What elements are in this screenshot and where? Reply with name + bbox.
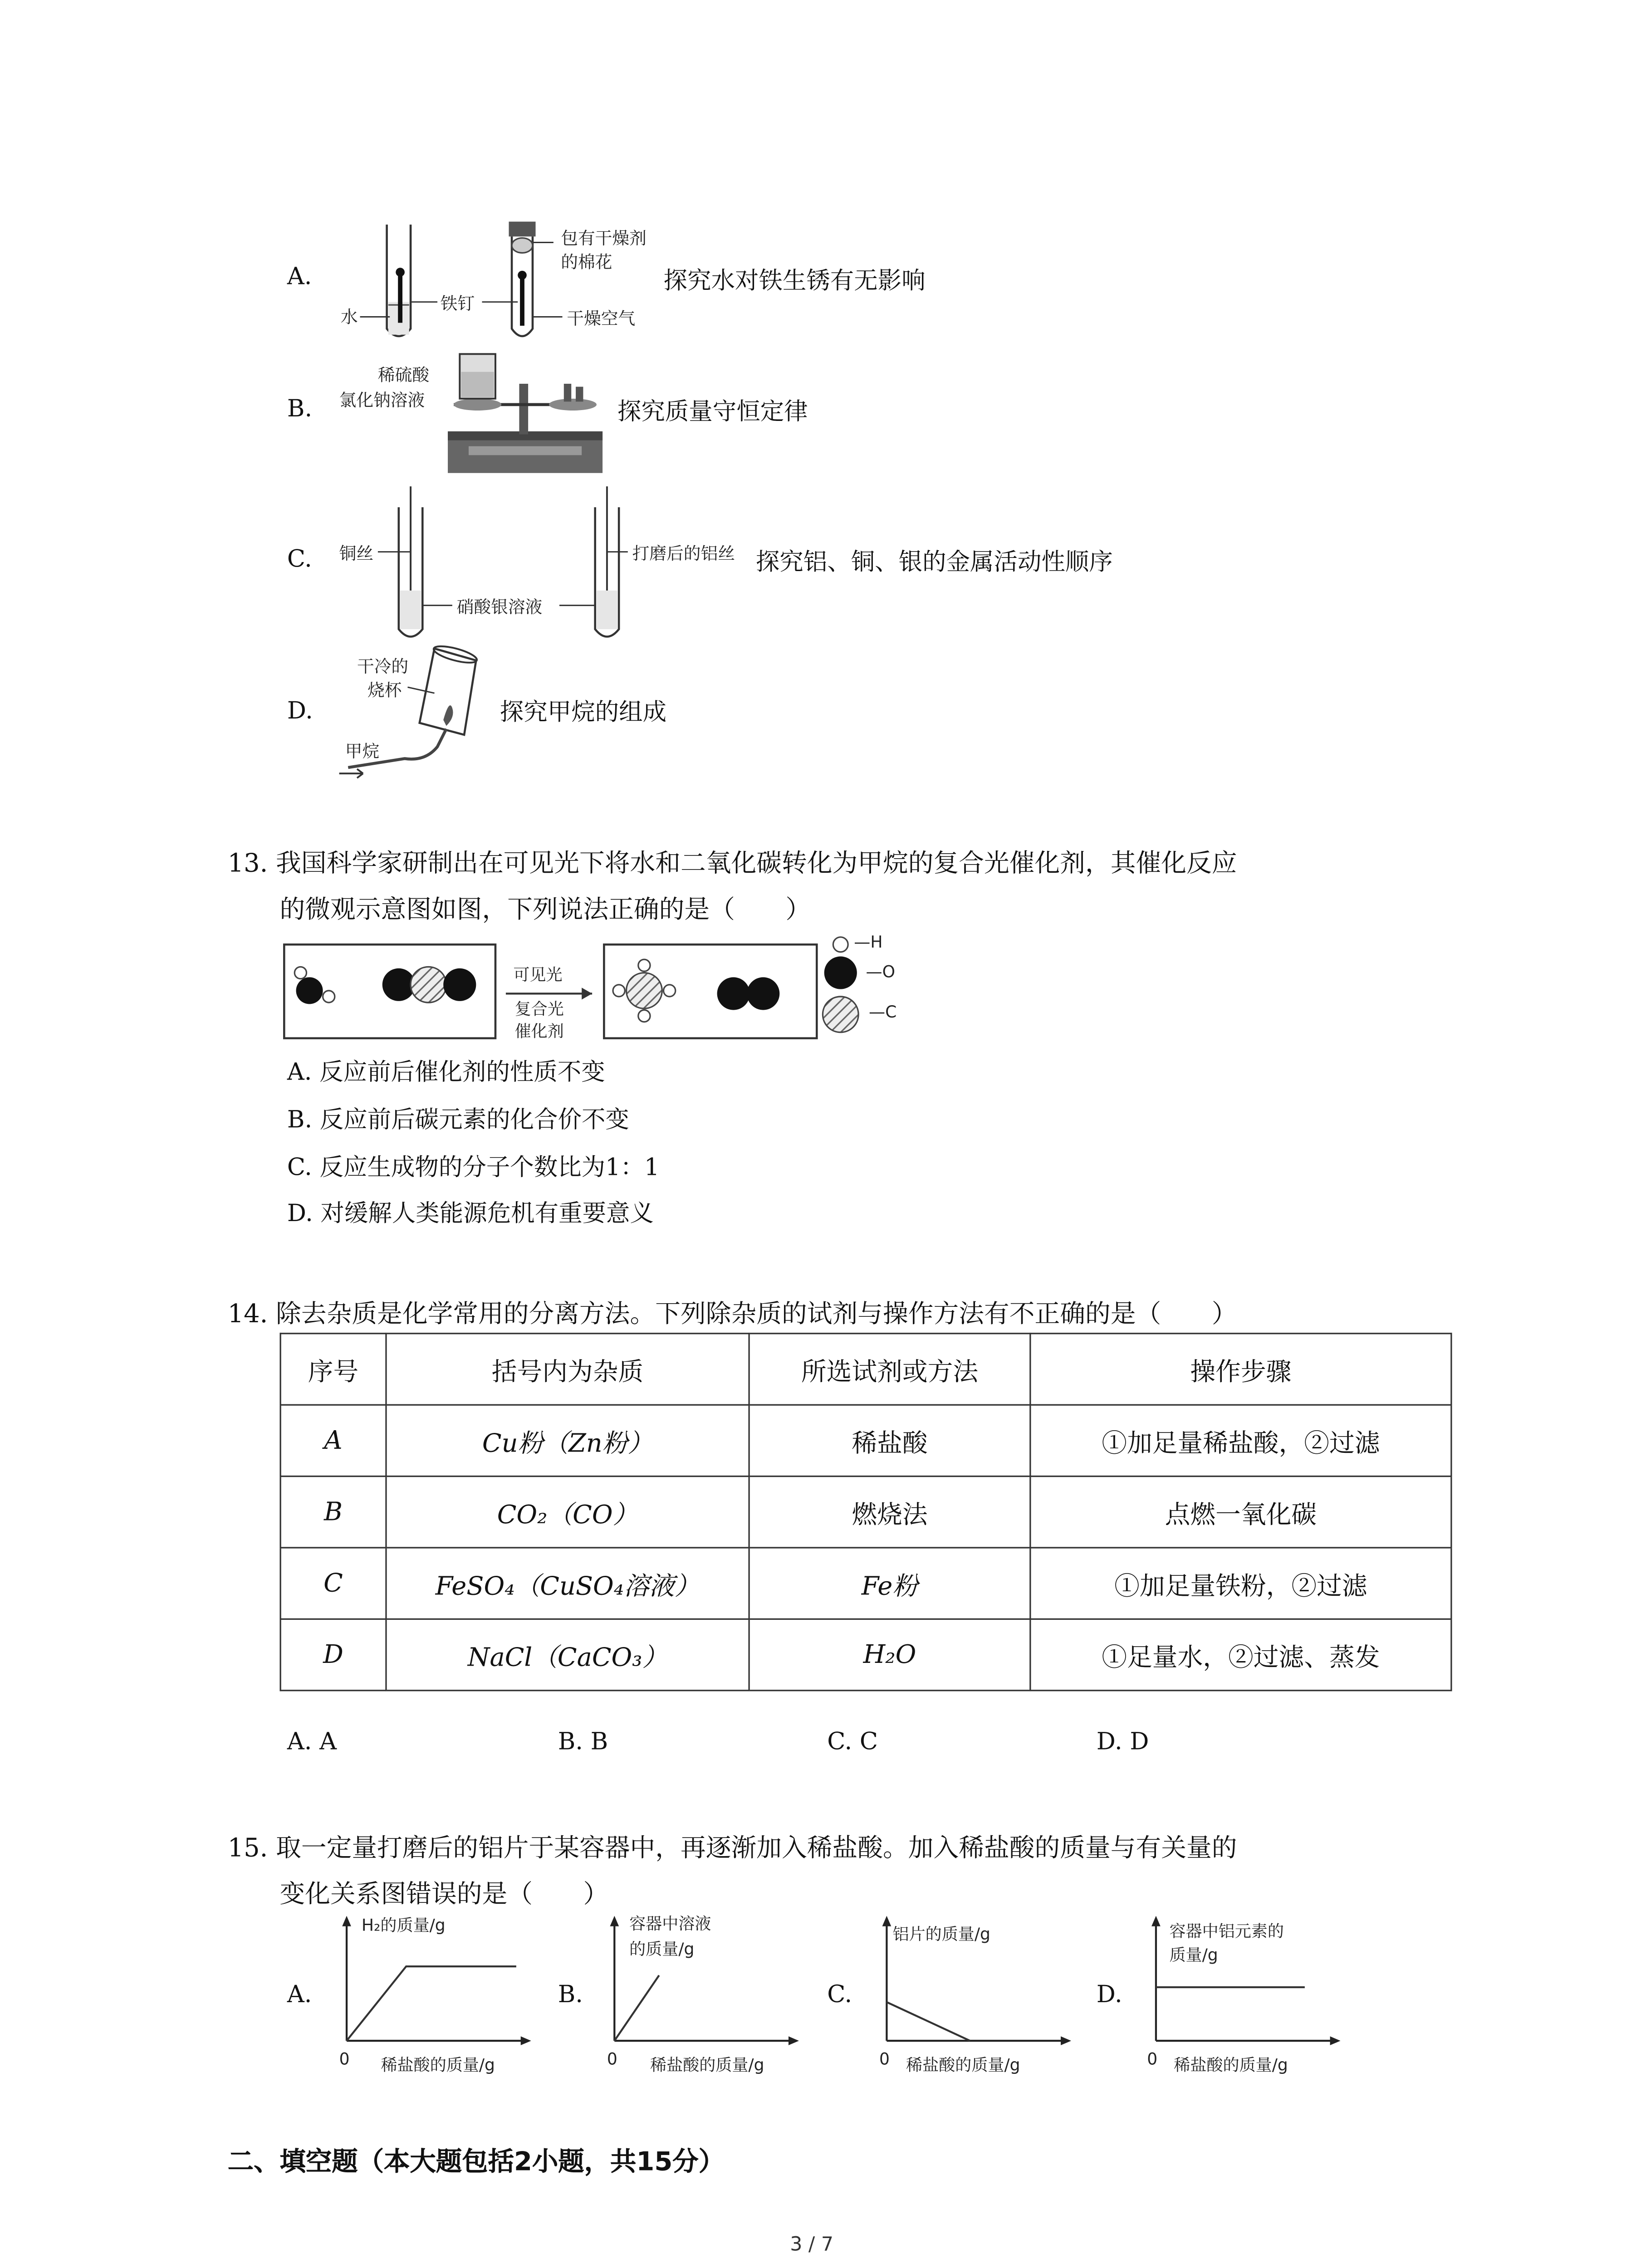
- q13-arrow-label-catalyst-2: 催化剂: [514, 1022, 564, 1041]
- q13-legend-o: —O: [866, 962, 896, 982]
- table-cell: H₂O: [749, 1619, 1030, 1690]
- table-cell: Fe粉: [749, 1548, 1030, 1619]
- table-cell: NaCl（CaCO₃）: [386, 1619, 749, 1690]
- q13-stem-line1: 13. 我国科学家研制出在可见光下将水和二氧化碳转化为甲烷的复合光催化剂，其催化反应: [227, 849, 1237, 880]
- table-cell: 稀盐酸: [749, 1405, 1030, 1476]
- q15-graph-d-ylabel-2: 质量/g: [1169, 1945, 1218, 1965]
- q14-table: [279, 1333, 1452, 1691]
- q13-stem-line2: 的微观示意图如图，下列说法正确的是（ ）: [279, 895, 811, 925]
- q13-arrow-label-catalyst-1: 复合光: [514, 999, 564, 1019]
- q12-a-label-dry-air: 干燥空气: [567, 308, 636, 329]
- table-row: [280, 1476, 1451, 1548]
- q12-d-text: 探究甲烷的组成: [500, 697, 667, 726]
- q12-c-label: C.: [287, 544, 312, 573]
- table-cell: Cu粉（Zn粉）: [386, 1405, 749, 1476]
- table-cell: 燃烧法: [749, 1476, 1030, 1548]
- q15-graph-c-ylabel: 铝片的质量/g: [892, 1925, 990, 1944]
- table-header-cell: 序号: [280, 1334, 386, 1405]
- q15-graph-b-curve: [614, 1975, 659, 2041]
- q12-b-balance-diagram: [439, 339, 610, 481]
- q15-graph-b-ylabel-2: 的质量/g: [629, 1940, 695, 1959]
- q15-graph-a-label: A.: [287, 1980, 312, 2008]
- q12-a-label-water: 水: [340, 306, 358, 327]
- q15-graph-c-curve: [887, 2002, 970, 2041]
- q12-b-label-acid: 稀硫酸: [377, 364, 430, 386]
- q15-graph-d-origin: 0: [1147, 2049, 1158, 2069]
- q12-d-label-beaker-2: 烧杯: [367, 679, 402, 701]
- q12-a-label-nail: 铁钉: [440, 293, 475, 314]
- table-header-cell: 操作步骤: [1030, 1334, 1451, 1405]
- table-cell: B: [280, 1476, 386, 1548]
- q13-legend-c: —C: [869, 1002, 897, 1022]
- table-header-cell: 括号内为杂质: [386, 1334, 749, 1405]
- q15-graph-b-xlabel: 稀盐酸的质量/g: [650, 2055, 764, 2075]
- q13-reaction-diagram: [279, 940, 934, 1044]
- table-cell: ①足量水，②过滤、蒸发: [1030, 1619, 1451, 1690]
- table-cell: C: [280, 1548, 386, 1619]
- q13-arrow-label-light: 可见光: [513, 965, 563, 985]
- q12-c-label-al: 打磨后的铝丝: [632, 543, 735, 564]
- q12-a-label: A.: [287, 262, 312, 290]
- q13-option-a: A. 反应前后催化剂的性质不变: [287, 1057, 605, 1086]
- table-header-cell: 所选试剂或方法: [749, 1334, 1030, 1405]
- q13-option-d: D. 对缓解人类能源危机有重要意义: [287, 1199, 654, 1227]
- table-cell: A: [280, 1405, 386, 1476]
- q15-graph-c-xlabel: 稀盐酸的质量/g: [906, 2055, 1020, 2075]
- q12-b-label-nacl: 氯化钠溶液: [339, 390, 425, 411]
- q12-d-label-beaker-1: 干冷的: [357, 656, 409, 677]
- q12-a-label-desiccant-1: 包有干燥剂: [561, 227, 647, 249]
- q12-a-label-desiccant-2: 的棉花: [561, 251, 612, 273]
- q12-b-label: B.: [287, 394, 313, 423]
- q13-option-c: C. 反应生成物的分子个数比为1：1: [287, 1153, 660, 1181]
- q15-stem-line2: 变化关系图错误的是（ ）: [279, 1880, 609, 1910]
- table-row: [280, 1405, 1451, 1476]
- q14-stem: 14. 除去杂质是化学常用的分离方法。下列除杂质的试剂与操作方法有不正确的是（ ）: [227, 1300, 1237, 1330]
- q15-graph-a-origin: 0: [339, 2049, 350, 2069]
- q15-graph-d-ylabel-1: 容器中铝元素的: [1169, 1921, 1284, 1941]
- table-header-row: [280, 1334, 1451, 1405]
- q15-graph-c-label: C.: [827, 1980, 852, 2008]
- q15-graph-a-curve: [347, 1966, 516, 2041]
- q12-c-text: 探究铝、铜、银的金属活动性顺序: [755, 547, 1113, 576]
- q12-a-text: 探究水对铁生锈有无影响: [663, 266, 926, 295]
- page-number: 3 / 7: [790, 2234, 833, 2257]
- q14-answer-d: D. D: [1096, 1727, 1149, 1755]
- q15-graph-a-ylabel: H₂的质量/g: [361, 1916, 446, 1936]
- q15-stem-line1: 15. 取一定量打磨后的铝片于某容器中，再逐渐加入稀盐酸。加入稀盐酸的质量与有关量的: [227, 1834, 1237, 1864]
- q12-d-label-methane: 甲烷: [345, 741, 380, 762]
- q15-graph-b-label: B.: [558, 1980, 583, 2008]
- q15-graph-d-xlabel: 稀盐酸的质量/g: [1174, 2055, 1288, 2075]
- q15-graph-a-xlabel: 稀盐酸的质量/g: [381, 2055, 495, 2075]
- table-cell: 点燃一氧化碳: [1030, 1476, 1451, 1548]
- q15-graph-c-origin: 0: [879, 2049, 890, 2069]
- q15-graph-b-ylabel-1: 容器中溶液: [629, 1914, 711, 1934]
- q15-graph-b: [603, 1916, 796, 2050]
- q14-answer-b: B. B: [558, 1727, 608, 1755]
- q12-c-label-copper: 铜丝: [339, 543, 374, 564]
- table-cell: ①加足量铁粉，②过滤: [1030, 1548, 1451, 1619]
- q15-graph-b-origin: 0: [607, 2049, 617, 2069]
- table-cell: FeSO₄（CuSO₄溶液）: [386, 1548, 749, 1619]
- table-row: [280, 1548, 1451, 1619]
- q14-answer-a: A. A: [287, 1727, 337, 1755]
- q13-option-b: B. 反应前后碳元素的化合价不变: [287, 1105, 629, 1134]
- q14-answer-c: C. C: [827, 1727, 878, 1755]
- q12-b-text: 探究质量守恒定律: [617, 397, 808, 425]
- table-cell: CO₂（CO）: [386, 1476, 749, 1548]
- table-row: [280, 1619, 1451, 1690]
- table-cell: ①加足量稀盐酸，②过滤: [1030, 1405, 1451, 1476]
- q12-d-label: D.: [287, 696, 313, 724]
- q15-graph-d-label: D.: [1096, 1980, 1122, 2008]
- q13-legend-h: —H: [854, 933, 883, 952]
- table-cell: D: [280, 1619, 386, 1690]
- section-heading: 二、填空题（本大题包括2小题，共15分）: [227, 2148, 725, 2178]
- q12-c-label-agno3: 硝酸银溶液: [456, 596, 543, 617]
